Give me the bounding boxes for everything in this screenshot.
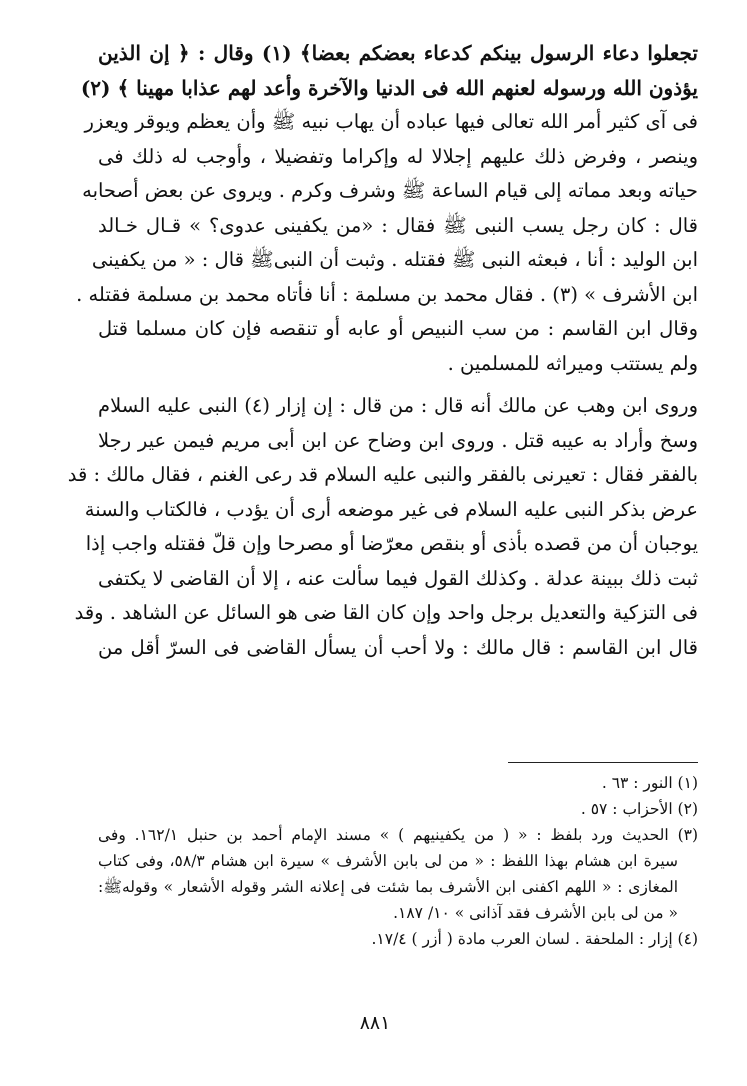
text-line: ولم يستتب وميراثه للمسلمين .	[447, 351, 698, 375]
paragraph	[76, 105, 698, 312]
text-line: قال ابن القاسم : قال مالك : ولا أحب أن يسأل القاضى فى السرّ أقل من	[98, 635, 698, 659]
footnote: (٤) إزار : الملحفة . لسان العرب مادة ( أزر ) ١٧/٤.	[371, 930, 698, 948]
text-line: يؤذون الله ورسوله لعنهم الله فى الدنيا والآخرة وأعد لهم عذابا مهينا ﴾ (٢)	[80, 75, 698, 100]
quran-quote-paragraph	[80, 36, 699, 105]
paragraph	[67, 389, 698, 665]
text-line: وقال ابن القاسم : من سب النبيص أو عابه أو تنقصه فإن كان مسلما قتل	[98, 317, 698, 340]
text-line: حياته وبعد مماته إلى قيام الساعة ﷺ وشرف وكرم . ويروى عن بعض أصحابه	[82, 179, 698, 202]
paragraph	[98, 312, 698, 381]
text-line: ثبت ذلك ببينة عدلة . وكذلك القول فيما سألت عنه ، إلا أن القاضى لا يكتفى	[98, 566, 698, 590]
text-line: عرض بذكر النبى عليه السلام فى غير موضعه أرى أن يؤدب ، فالكتاب والسنة	[84, 497, 698, 521]
footnote-continuation: سيرة ابن هشام بهذا اللفظ : « من لى بابن الأشرف » سيرة ابن هشام ٥٨/٣، وفى كتاب	[98, 852, 678, 870]
footnote: (٢) الأحزاب : ٥٧ .	[580, 800, 698, 818]
text-line: ابن الوليد : أنا ، فبعثه النبى ﷺ فقتله . وثبت أن النبىﷺ قال : « من يكفينى	[91, 248, 698, 271]
text-line: وسخ وأراد به عيبه قتل . وروى ابن وضاح عن ابن أبى مريم فيمن عير رجلا	[98, 428, 698, 452]
footnote-separator	[508, 762, 698, 763]
footnote: (٣) الحديث ورد بلفظ : « ( من يكفينيهم ) » مسند الإمام أحمد بن حنبل ١٦٢/١. وفى	[98, 826, 699, 844]
main-text	[67, 36, 699, 665]
text-line: وينصر ، وفرض ذلك عليهم إجلالا له وإكراما وتفضيلا ، وأوجب له ذلك فى	[98, 144, 698, 168]
text-line: فى آى كثير أمر الله تعالى فيها عباده أن يهاب نبيه ﷺ وأن يعظم ويوقر ويعزر	[84, 110, 698, 133]
footnotes	[98, 770, 698, 952]
text-line: يوجبان أن من قصده بأذى أو بنقص معرّضا أو مصرحا وإن قلّ فقتله واجب إذا	[85, 532, 698, 555]
text-line: وروى ابن وهب عن مالك أنه قال : من قال : إن إزار (٤) النبى عليه السلام	[98, 394, 698, 417]
text-line: ابن الأشرف » (٣) . فقال محمد بن مسلمة : أنا فأتاه محمد بن مسلمة فقتله .	[76, 282, 698, 306]
footnote: (١) النور : ٦٣ .	[601, 774, 698, 792]
text-line: قال : كان رجل يسب النبى ﷺ فقال : «من يكفينى عدوى؟ » قـال خـالد	[98, 213, 698, 237]
text-line: تجعلوا دعاء الرسول بينكم كدعاء بعضكم بعضا﴾ (١) وقال : ﴿ إن الذين	[98, 41, 699, 65]
footnote-continuation: المغازى : « اللهم اكفنى ابن الأشرف بما شئت فى إعلانه الشر وقوله الأشعار » وقولهﷺ:	[98, 878, 678, 896]
text-line: بالفقر فقال : تعيرنى بالفقر والنبى عليه السلام قد رعى الغنم ، فقال مالك : قد	[67, 463, 698, 486]
page-number: ٨٨١	[359, 1012, 391, 1034]
footnote-continuation: « من لى بابن الأشرف فقد آذانى » ١٠/ ١٨٧.	[393, 904, 678, 922]
text-line: فى التزكية والتعديل برجل واحد وإن كان القا ضى هو السائل عن الشاهد . وقد	[74, 601, 698, 624]
